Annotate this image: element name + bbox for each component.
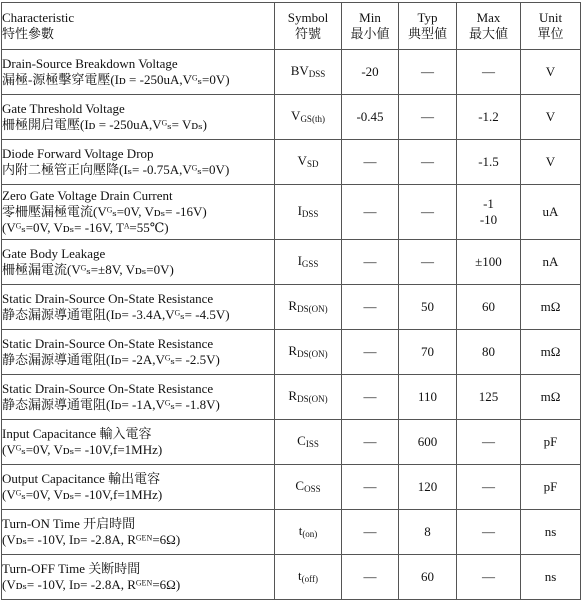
symbol-cell [275,420,342,465]
typ-value: — [421,64,434,79]
symbol-cell [275,185,342,240]
max-value: — [482,64,495,79]
min-cell [342,185,399,240]
unit-value: ns [544,569,557,584]
min-cell [342,375,399,420]
unit-cell [521,140,581,185]
unit-cell [521,285,581,330]
unit-cell [521,465,581,510]
min-cell [342,555,399,600]
typ-cell [399,185,457,240]
typ-value: — [421,254,434,269]
characteristic-name: Static Drain-Source On-State Resistance [2,381,214,396]
typ-value: 50 [421,299,434,314]
typ-cell [399,95,457,140]
header-max [457,3,521,50]
max-value: — [482,434,495,449]
min-value: — [363,154,377,169]
symbol-cell [275,240,342,285]
unit-value: mΩ [540,344,561,359]
characteristic-condition: 静态漏源導通電阻(Iᴅ= -3.4A,Vᴳₛ= -4.5V) [2,307,230,322]
header-symbol [275,3,342,50]
characteristic-cell [2,185,275,240]
unit-cell [521,185,581,240]
characteristic-cell [2,420,275,465]
min-cell [342,285,399,330]
typ-cell [399,555,457,600]
symbol-cell [275,95,342,140]
symbol-cell [275,375,342,420]
characteristic-name: Output Capacitance 輸出電容 [2,471,161,486]
typ-value: — [421,204,434,219]
table-row [2,420,581,465]
characteristic-cell [2,95,275,140]
characteristic-cell [2,140,275,185]
symbol-main: I [297,252,302,268]
header-unit [521,3,581,50]
typ-value: 120 [417,479,438,494]
characteristic-condition: (Vᴳₛ=0V, Vᴅₛ= -10V,f=1MHz) [2,487,163,502]
characteristic-name: Diode Forward Voltage Drop [2,146,154,161]
typ-value: — [421,109,434,124]
symbol-cell [275,465,342,510]
table-row [2,50,581,95]
characteristic-name: Turn-ON Time 开启時間 [2,516,136,531]
header-characteristic-en: Characteristic [2,10,75,25]
typ-value: 70 [421,344,434,359]
header-min [342,3,399,50]
typ-cell [399,375,457,420]
characteristic-condition: 静态漏源導通電阻(Iᴅ= -2A,Vᴳₛ= -2.5V) [2,352,220,367]
characteristic-cell [2,50,275,95]
min-cell [342,95,399,140]
max-value: -1.5 [478,154,499,169]
characteristic-condition: 零柵壓漏極電流(Vᴳₛ=0V, Vᴅₛ= -16V) [2,204,207,219]
typ-cell [399,285,457,330]
min-value: — [363,479,377,494]
max-cell [457,420,521,465]
typ-value: 8 [424,524,431,539]
unit-cell [521,510,581,555]
typ-cell [399,240,457,285]
characteristic-name: Static Drain-Source On-State Resistance [2,336,214,351]
unit-cell [521,420,581,465]
min-value: — [363,569,377,584]
typ-value: 60 [421,569,434,584]
electrical-characteristics-table [1,2,581,600]
unit-cell [521,240,581,285]
symbol-subscript: DS(ON) [297,303,328,314]
max-value: ±100 [475,254,502,269]
symbol-subscript: SD [306,158,319,169]
max-cell [457,285,521,330]
max-cell [457,95,521,140]
header-max-zh: 最大値 [468,26,508,41]
header-characteristic [2,3,275,50]
symbol-subscript: DS(ON) [297,348,328,359]
symbol-cell [275,50,342,95]
unit-cell [521,95,581,140]
symbol-main: BV [290,62,309,78]
characteristic-cell [2,465,275,510]
min-cell [342,50,399,95]
typ-cell [399,420,457,465]
symbol-main: V [291,107,301,123]
characteristic-name: Input Capacitance 輸入電容 [2,426,152,441]
characteristic-condition: 漏極-源極擊穿電壓(Iᴅ = -250uA,Vᴳₛ=0V) [2,72,230,87]
symbol-main: t [298,567,302,583]
table-row [2,285,581,330]
characteristic-name: Turn-OFF Time 关断時間 [2,561,141,576]
symbol-cell [275,330,342,375]
characteristic-condition: (Vᴳₛ=0V, Vᴅₛ= -10V,f=1MHz) [2,442,163,457]
unit-cell [521,375,581,420]
symbol-main: C [297,432,306,448]
symbol-subscript: (off) [301,573,318,584]
max-cell [457,510,521,555]
characteristic-name: Gate Threshold Voltage [2,101,125,116]
symbol-subscript: GS(th) [300,113,325,124]
characteristic-condition: 内附二極管正向壓降(Iₛ= -0.75A,Vᴳₛ=0V) [2,162,230,177]
min-cell [342,140,399,185]
characteristic-name: Static Drain-Source On-State Resistance [2,291,214,306]
header-row [2,3,581,50]
table-row [2,330,581,375]
min-value: — [363,434,377,449]
max-value: — [482,479,495,494]
characteristic-cell [2,330,275,375]
typ-value: — [421,154,434,169]
unit-value: ns [544,524,557,539]
unit-value: mΩ [540,299,561,314]
symbol-main: R [288,387,298,403]
min-value: -20 [361,64,379,79]
max-value: — [482,524,495,539]
symbol-cell [275,285,342,330]
characteristic-condition: (Vᴳₛ=0V, Vᴅₛ= -16V, Tᴬ=55℃) [2,220,169,235]
characteristic-cell [2,285,275,330]
symbol-subscript: DSS [308,68,326,79]
max-value: — [482,569,495,584]
max-value: 80 [482,344,495,359]
table-row [2,465,581,510]
characteristic-condition: (Vᴅₛ= -10V, Iᴅ= -2.8A, Rᴳᴱᴺ=6Ω) [2,577,181,592]
max-value-second: -10 [479,212,498,227]
min-cell [342,330,399,375]
unit-cell [521,330,581,375]
symbol-subscript: GSS [301,258,319,269]
max-cell [457,465,521,510]
symbol-subscript: DS(ON) [297,393,328,404]
min-value: — [363,299,377,314]
symbol-subscript: DSS [301,208,319,219]
typ-value: 600 [417,434,438,449]
max-cell [457,240,521,285]
max-cell [457,185,521,240]
unit-value: mΩ [540,389,561,404]
typ-value: 110 [417,389,438,404]
unit-value: pF [543,434,558,449]
header-typ [399,3,457,50]
header-typ-zh: 典型値 [407,26,447,41]
header-characteristic-zh: 特性參數 [2,26,55,41]
min-cell [342,465,399,510]
symbol-cell [275,510,342,555]
min-value: -0.45 [356,109,384,124]
characteristic-cell [2,510,275,555]
symbol-main: t [298,522,303,538]
max-cell [457,50,521,95]
characteristic-name: Drain-Source Breakdown Voltage [2,56,178,71]
min-cell [342,240,399,285]
unit-value: pF [543,479,558,494]
min-value: — [363,344,377,359]
header-unit-zh: 單位 [537,26,564,41]
symbol-subscript: OSS [304,483,321,494]
min-value: — [363,524,377,539]
characteristic-condition: 柵極開启電壓(Iᴅ = -250uA,Vᴳₛ= Vᴅₛ) [2,117,207,132]
table-row [2,510,581,555]
symbol-main: R [288,342,298,358]
unit-value: uA [542,204,559,219]
symbol-subscript: ISS [305,438,319,449]
characteristic-cell [2,375,275,420]
symbol-subscript: (on) [302,528,318,539]
max-value: -1 [483,196,494,211]
table-row [2,185,581,240]
max-value: -1.2 [478,109,499,124]
min-value: — [363,389,377,404]
header-min-en: Min [359,10,381,25]
symbol-cell [275,555,342,600]
unit-cell [521,50,581,95]
table-row [2,95,581,140]
unit-value: V [545,154,556,169]
characteristic-condition: (Vᴅₛ= -10V, Iᴅ= -2.8A, Rᴳᴱᴺ=6Ω) [2,532,181,547]
max-cell [457,140,521,185]
header-symbol-en: Symbol [287,10,329,25]
characteristic-condition: 柵極漏電流(Vᴳₛ=±8V, Vᴅₛ=0V) [2,262,174,277]
min-cell [342,510,399,555]
characteristic-name: Gate Body Leakage [2,246,106,261]
characteristic-cell [2,240,275,285]
typ-cell [399,510,457,555]
symbol-main: R [288,297,298,313]
unit-value: V [545,109,556,124]
min-value: — [363,254,377,269]
table-row [2,140,581,185]
unit-value: nA [542,254,559,269]
symbol-main: V [297,152,307,168]
max-value: 125 [478,389,499,404]
min-cell [342,420,399,465]
unit-value: V [545,64,556,79]
typ-cell [399,465,457,510]
max-value: 60 [482,299,495,314]
header-unit-en: Unit [538,10,563,25]
max-cell [457,555,521,600]
characteristic-condition: 静态漏源導通電阻(Iᴅ= -1A,Vᴳₛ= -1.8V) [2,397,220,412]
symbol-main: C [295,477,305,493]
header-min-zh: 最小値 [350,26,390,41]
table-row [2,555,581,600]
max-cell [457,330,521,375]
symbol-main: I [297,202,302,218]
min-value: — [363,204,377,219]
typ-cell [399,50,457,95]
max-cell [457,375,521,420]
symbol-cell [275,140,342,185]
typ-cell [399,330,457,375]
table-row [2,375,581,420]
header-max-en: Max [476,10,501,25]
table-row [2,240,581,285]
unit-cell [521,555,581,600]
characteristic-cell [2,555,275,600]
typ-cell [399,140,457,185]
header-symbol-zh: 符號 [294,26,321,41]
header-typ-en: Typ [417,10,438,25]
table-body [2,50,581,600]
characteristic-name: Zero Gate Voltage Drain Current [2,188,173,203]
